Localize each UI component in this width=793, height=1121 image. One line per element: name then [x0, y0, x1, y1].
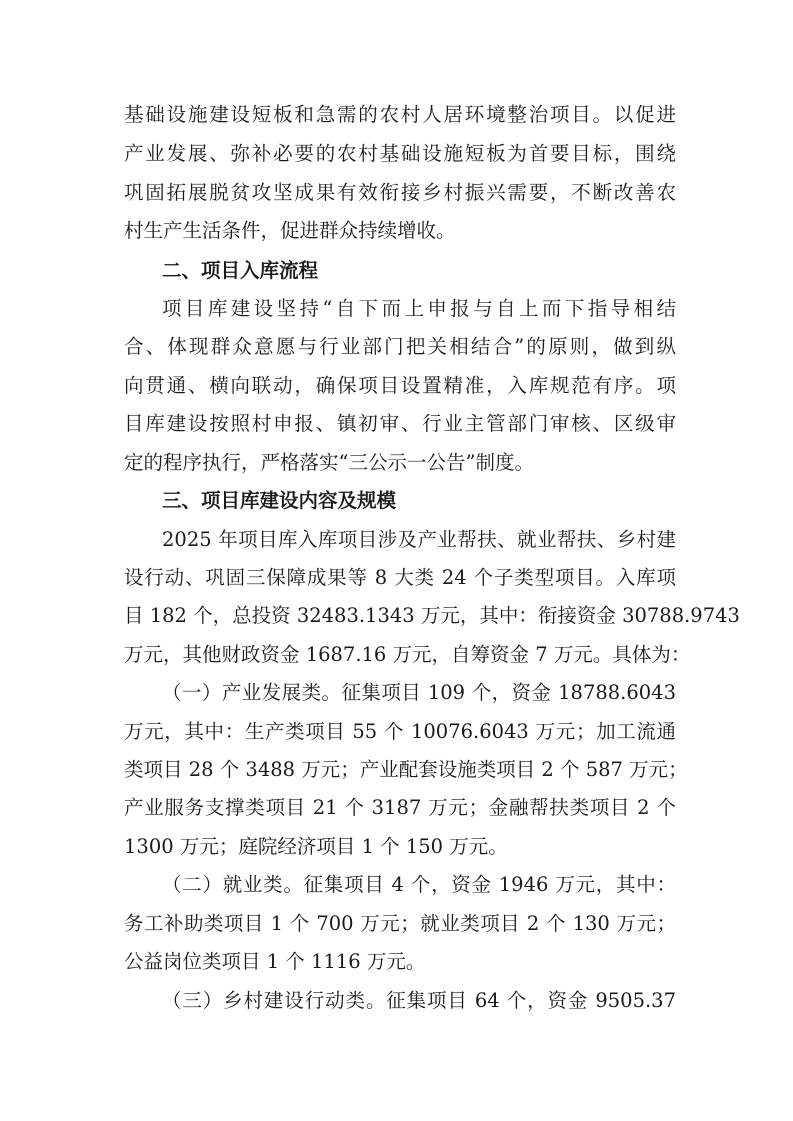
text-line: 类项目 28 个 3488 万元；产业配套设施类项目 2 个 587 万元；: [124, 758, 688, 781]
text-line: 2025 年项目库入库项目涉及产业帮扶、就业帮扶、乡村建: [162, 528, 676, 551]
text-line: 设行动、巩固三保障成果等 8 大类 24 个子类型项目。入库项: [124, 566, 676, 589]
text-line: 1300 万元；庭院经济项目 1 个 150 万元。: [124, 835, 508, 858]
section-heading: 三、项目库建设内容及规模: [162, 489, 397, 512]
subsection-line: （一）产业发展类。征集项目 109 个，资金 18788.6043: [162, 681, 676, 704]
text-line: 巩固拓展脱贫攻坚成果有效衔接乡村振兴需要，不断改善农: [124, 181, 676, 204]
text-line: 产业服务支撑类项目 21 个 3187 万元；金融帮扶类项目 2 个: [124, 796, 676, 819]
text-line: 万元，其他财政资金 1687.16 万元，自筹资金 7 万元。具体为：: [124, 643, 691, 666]
text-line: 向贯通、横向联动，确保项目设置精准，入库规范有序。项: [124, 374, 676, 397]
text-line: 基础设施建设短板和急需的农村人居环境整治项目。以促进: [124, 103, 676, 126]
text-line: 目 182 个，总投资 32483.1343 万元，其中：衔接资金 30788.9743: [124, 604, 740, 627]
text-line: 万元，其中：生产类项目 55 个 10076.6043 万元；加工流通: [124, 720, 676, 743]
text-line: 公益岗位类项目 1 个 1116 万元。: [124, 950, 426, 973]
subsection-line: （二）就业类。征集项目 4 个，资金 1946 万元，其中：: [162, 873, 676, 896]
text-line: 产业发展、弥补必要的农村基础设施短板为首要目标，围绕: [124, 142, 676, 165]
text-line: 目库建设按照村申报、镇初审、行业主管部门审核、区级审: [124, 412, 676, 435]
text-line: 项目库建设坚持“自下而上申报与自上而下指导相结: [162, 297, 676, 320]
text-line: 合、体现群众意愿与行业部门把关相结合”的原则，做到纵: [124, 335, 676, 358]
text-line: 村生产生活条件，促进群众持续增收。: [124, 219, 456, 242]
text-line: 务工补助类项目 1 个 700 万元；就业类项目 2 个 130 万元；: [124, 912, 676, 935]
subsection-line: （三）乡村建设行动类。征集项目 64 个，资金 9505.37: [162, 989, 676, 1012]
section-heading: 二、项目入库流程: [162, 259, 319, 282]
text-line: 定的程序执行，严格落实“三公示一公告”制度。: [124, 451, 534, 474]
